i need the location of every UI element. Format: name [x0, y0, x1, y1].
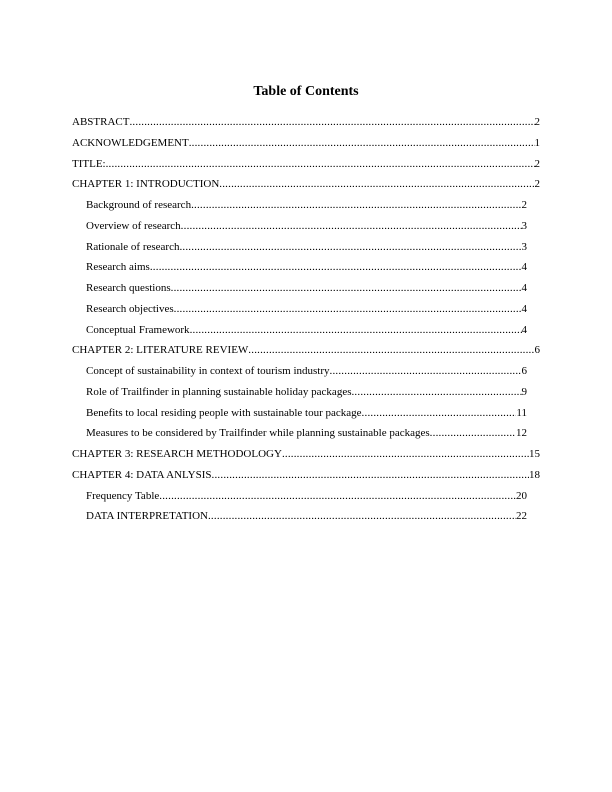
toc-entry-label: CHAPTER 3: RESEARCH METHODOLOGY [72, 448, 282, 460]
toc-entry-chapter-4[interactable] [72, 468, 540, 489]
toc-entry-label: Background of research [86, 199, 192, 211]
toc-entry-abstract[interactable] [72, 115, 540, 136]
toc-entry-label: Concept of sustainability in context of tourism industry [86, 365, 330, 377]
toc-page-number: 2 [534, 178, 540, 191]
toc-entry-label: ABSTRACT [72, 116, 130, 128]
toc-entry-label: TITLE: [72, 157, 106, 170]
toc-page-number: 3 [521, 219, 527, 232]
toc-entry-label: Research objectives [86, 302, 174, 315]
toc-page-number: 4 [521, 282, 527, 294]
toc-page-number: 6 [521, 365, 527, 377]
toc-page-number: 2 [534, 116, 540, 128]
toc-entry-label: CHAPTER 2: LITERATURE REVIEW [72, 344, 249, 357]
toc-dot-leader [362, 406, 517, 420]
toc-page-number: 4 [521, 302, 527, 315]
toc-page-number: 6 [534, 344, 540, 357]
toc-page-number: 22 [516, 510, 527, 523]
toc-page-number: 3 [521, 240, 527, 253]
toc-dot-leader [106, 157, 535, 171]
toc-dot-leader [330, 364, 522, 378]
toc-dot-leader [208, 509, 516, 523]
toc-page-number: 15 [529, 448, 540, 460]
toc-entry-label: Role of Trailfinder in planning sustainable holiday packages [86, 385, 352, 398]
toc-entry-label: ACKNOWLEDGEMENT [72, 136, 189, 149]
toc-page-number: 4 [521, 261, 527, 274]
toc-dot-leader [212, 468, 529, 482]
toc-entry-label: CHAPTER 4: DATA ANLYSIS [72, 468, 212, 481]
toc-entry-role-of-trailfinder[interactable] [72, 385, 527, 406]
toc-entry-label: CHAPTER 1: INTRODUCTION [72, 178, 220, 191]
toc-page-number: 12 [516, 427, 527, 440]
toc-entry-label: Conceptual Framework [86, 323, 190, 336]
toc-page-number: 4 [521, 323, 527, 336]
toc-entry-benefits-to-local-people[interactable] [72, 406, 527, 427]
toc-entry-research-aims[interactable] [72, 260, 527, 281]
toc-page-number: 2 [534, 157, 540, 170]
toc-dot-leader [430, 426, 516, 440]
toc-entry-label: Measures to be considered by Trailfinder while planning sustainable packages [86, 427, 430, 440]
toc-entry-label: Frequency Table [86, 489, 160, 502]
toc-title: Table of Contents [253, 84, 359, 99]
toc-page-number: 20 [516, 489, 527, 502]
toc-entry-label: DATA INTERPRETATION [86, 510, 208, 523]
toc-page-number: 18 [529, 468, 540, 481]
toc-dot-leader [150, 260, 522, 274]
toc-entry-label: Research aims [86, 261, 150, 274]
toc-entry-data-interpretation[interactable] [72, 509, 527, 530]
toc-entry-overview-of-research[interactable] [72, 219, 527, 240]
toc-dot-leader [129, 115, 534, 129]
toc-entry-measures-by-trailfinder[interactable] [72, 426, 527, 447]
toc-entry-background-of-research[interactable] [72, 198, 527, 219]
toc-dot-leader [189, 136, 535, 150]
toc-entry-acknowledgement[interactable] [72, 136, 540, 157]
toc-entry-label: Research questions [86, 282, 171, 294]
toc-entry-title[interactable] [72, 157, 540, 178]
toc-entry-chapter-3[interactable] [72, 447, 540, 468]
toc-entry-chapter-1[interactable] [72, 177, 540, 198]
toc-list [72, 115, 540, 530]
toc-dot-leader [351, 385, 521, 399]
toc-entry-rationale-of-research[interactable] [72, 240, 527, 261]
toc-entry-concept-of-sustainability[interactable] [72, 364, 527, 385]
toc-entry-conceptual-framework[interactable] [72, 323, 527, 344]
toc-entry-label: Rationale of research [86, 240, 180, 253]
toc-page-number: 2 [521, 199, 527, 211]
toc-dot-leader [282, 447, 529, 461]
toc-entry-research-objectives[interactable] [72, 302, 527, 323]
toc-dot-leader [179, 240, 521, 254]
toc-entry-research-questions[interactable] [72, 281, 527, 302]
toc-entry-frequency-table[interactable] [72, 489, 527, 510]
toc-dot-leader [181, 219, 522, 233]
toc-dot-leader [219, 177, 534, 191]
toc-page-number: 11 [516, 406, 527, 419]
toc-dot-leader [159, 489, 516, 503]
toc-dot-leader [248, 343, 534, 357]
toc-page-number: 1 [534, 136, 540, 149]
toc-dot-leader [174, 302, 522, 316]
toc-page-number: 9 [521, 385, 527, 398]
toc-entry-label: Benefits to local residing people with sustainable tour package [86, 406, 362, 419]
toc-dot-leader [191, 198, 521, 212]
toc-entry-chapter-2[interactable] [72, 343, 540, 364]
toc-dot-leader [190, 323, 522, 337]
toc-dot-leader [171, 281, 522, 295]
toc-entry-label: Overview of research [86, 219, 181, 232]
